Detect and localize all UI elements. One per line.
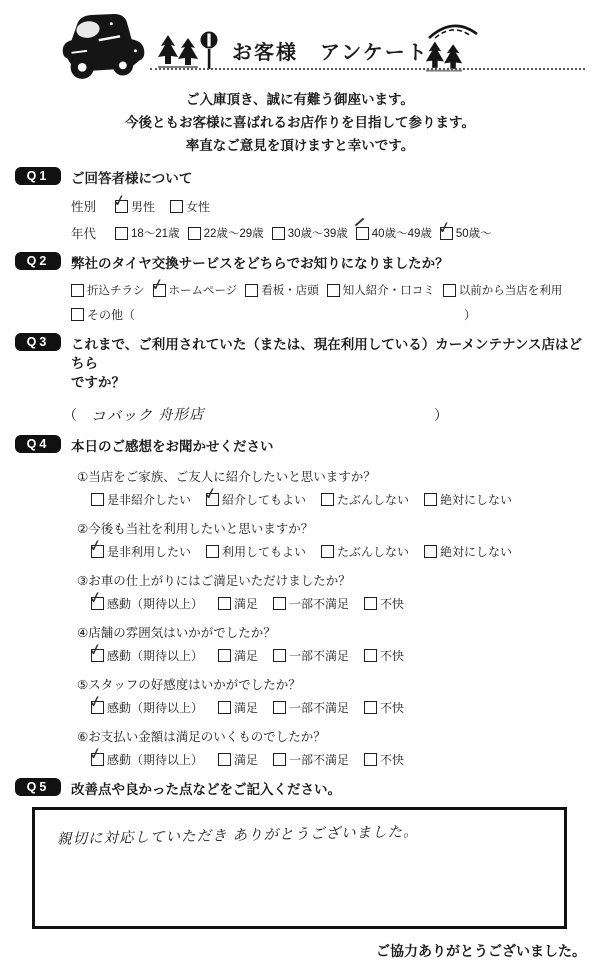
checkbox[interactable]	[364, 753, 377, 766]
option-row	[91, 751, 588, 768]
checkbox[interactable]	[218, 597, 231, 610]
other-close-paren: ）	[463, 308, 476, 322]
q4-heading: 本日のご感想をお聞かせください	[71, 439, 274, 454]
option-row	[91, 491, 588, 508]
checkbox[interactable]	[321, 545, 334, 558]
q2-options	[71, 282, 570, 298]
checkbox[interactable]	[273, 649, 286, 662]
option-label: 是非利用したい	[107, 545, 192, 559]
q3-badge: Q3	[15, 333, 61, 351]
option-label: 感動（期待以上）	[107, 753, 204, 767]
checkbox[interactable]	[91, 649, 104, 662]
checkbox-option[interactable]	[71, 306, 135, 323]
checkbox[interactable]	[218, 753, 231, 766]
q2-badge: Q2	[15, 252, 61, 270]
q1-badge: Q1	[15, 167, 61, 185]
option-label: 紹介してもよい	[222, 493, 307, 507]
checkbox[interactable]	[356, 227, 369, 240]
car-clipart-icon	[58, 10, 150, 82]
subquestion-text: ⑤スタッフの好感度はいかがでしたか？	[77, 678, 301, 692]
q2-heading: 弊社のタイヤ交換サービスをどちらでお知りになりましたか？	[71, 256, 449, 271]
comment-box[interactable]	[32, 807, 567, 929]
option-label: 是非紹介したい	[107, 493, 192, 507]
question-3	[0, 333, 600, 425]
checkbox-option[interactable]	[321, 543, 409, 560]
q3-answer-area[interactable]	[63, 404, 448, 425]
header-divider	[150, 68, 585, 70]
option-label: その他（	[87, 308, 136, 322]
checkbox-option[interactable]	[206, 543, 306, 560]
checkbox-option[interactable]	[364, 699, 404, 716]
option-label: 折込チラシ	[87, 285, 145, 297]
option-label: 満足	[234, 649, 259, 663]
age-label: 年代	[71, 227, 97, 241]
option-label: 30歳～39歳	[287, 228, 348, 240]
subquestion	[71, 727, 588, 768]
checkbox[interactable]	[91, 753, 104, 766]
option-label: 女性	[186, 199, 211, 214]
checkbox-option[interactable]	[440, 225, 492, 241]
checkbox-option[interactable]	[91, 647, 203, 664]
option-label: 感動（期待以上）	[107, 701, 204, 715]
option-label: ホームページ	[168, 285, 238, 297]
checkbox[interactable]	[91, 701, 104, 714]
q1-heading: ご回答者様について	[71, 171, 193, 186]
q3-handwritten-answer: コバック 舟形店	[90, 406, 205, 426]
checkbox-option[interactable]	[91, 491, 191, 508]
checkbox-option[interactable]	[364, 647, 404, 664]
checkbox[interactable]	[188, 227, 201, 240]
option-label: 利用してもよい	[222, 545, 307, 559]
checkbox-option[interactable]	[273, 595, 349, 612]
checkbox[interactable]	[424, 545, 437, 558]
checkbox-option[interactable]	[188, 225, 264, 241]
checkbox[interactable]	[91, 493, 104, 506]
option-label: 不快	[380, 753, 405, 767]
option-label: 一部不満足	[289, 649, 350, 663]
option-label: 感動（期待以上）	[107, 649, 204, 663]
checkbox-option[interactable]	[245, 282, 319, 298]
checkbox[interactable]	[71, 308, 84, 321]
checkbox[interactable]	[321, 493, 334, 506]
option-label: 満足	[234, 753, 259, 767]
checkbox-option[interactable]	[424, 543, 512, 560]
option-label: 男性	[131, 199, 156, 214]
intro-line: 今後ともお客様に喜ばれるお店作りを目指して参ります。	[125, 115, 475, 130]
answer-open-paren: （	[63, 407, 77, 423]
gender-options	[115, 198, 225, 215]
pine-trees-icon	[156, 34, 200, 70]
option-label: 一部不満足	[289, 701, 350, 715]
option-label: 22歳～29歳	[203, 228, 264, 240]
checkbox-option[interactable]	[91, 595, 203, 612]
checkbox-option[interactable]	[272, 225, 348, 241]
checkbox[interactable]	[443, 284, 456, 297]
option-row	[91, 699, 588, 716]
checkbox[interactable]	[440, 227, 453, 240]
checkbox-option[interactable]	[218, 595, 258, 612]
option-label: 一部不満足	[289, 597, 350, 611]
checkbox-option[interactable]	[273, 751, 349, 768]
checkbox-option[interactable]	[218, 751, 258, 768]
checkbox-option[interactable]	[71, 282, 145, 298]
checkbox[interactable]	[153, 284, 166, 297]
checkbox[interactable]	[170, 200, 183, 213]
checkbox-option[interactable]	[91, 543, 191, 560]
checkbox-option[interactable]	[273, 699, 349, 716]
subquestion	[71, 675, 588, 716]
q5-heading: 改善点や良かった点などをご記入ください。	[71, 782, 341, 797]
checkbox[interactable]	[364, 649, 377, 662]
checkbox-option[interactable]	[115, 225, 180, 241]
checkbox-option[interactable]	[91, 699, 203, 716]
checkbox-option[interactable]	[91, 751, 203, 768]
subquestion-text: ③お車の仕上がりにはご満足いただけましたか？	[77, 574, 351, 588]
header	[0, 0, 600, 84]
subquestion	[71, 571, 588, 612]
checkbox[interactable]	[71, 284, 84, 297]
option-label: 絶対にしない	[440, 493, 513, 507]
checkbox[interactable]	[206, 493, 219, 506]
checkbox[interactable]	[273, 753, 286, 766]
checkbox-option[interactable]	[424, 491, 512, 508]
option-row	[91, 647, 588, 664]
intro-line: ご入庫頂き、誠に有難う御座います。	[186, 92, 414, 107]
checkbox[interactable]	[245, 284, 258, 297]
option-label: 一部不満足	[289, 753, 350, 767]
subquestion-text: ⑥お支払い金額は満足のいくものでしたか？	[77, 730, 326, 744]
q4-badge: Q4	[15, 435, 61, 453]
question-1	[0, 167, 600, 242]
checkbox-option[interactable]	[364, 751, 404, 768]
question-2	[0, 252, 600, 323]
option-label: 知人紹介・口コミ	[342, 285, 435, 297]
option-row	[91, 543, 588, 560]
intro-line: 率直なご意見を頂けますと幸いです。	[185, 138, 415, 153]
subquestion	[71, 519, 588, 560]
option-label: 満足	[234, 597, 259, 611]
checkbox[interactable]	[273, 701, 286, 714]
q5-handwritten-comment: 親切に対応していただき ありがとうございました。	[56, 824, 419, 848]
checkbox-option[interactable]	[364, 595, 404, 612]
checkbox-option[interactable]	[206, 491, 306, 508]
checkbox-option[interactable]	[153, 282, 238, 298]
option-label: 満足	[234, 701, 259, 715]
q3-heading-line2: ですか？	[71, 375, 125, 390]
q5-badge: Q5	[15, 778, 61, 796]
option-label: 不快	[380, 649, 405, 663]
q2-other-row	[71, 306, 476, 323]
checkbox-option[interactable]	[170, 198, 210, 215]
subquestion-text: ②今後も当社を利用したいと思いますか？	[77, 522, 314, 536]
intro-text	[0, 88, 600, 157]
option-label: 不快	[380, 701, 405, 715]
option-label: 以前から当店を利用	[458, 285, 563, 297]
checkbox[interactable]	[273, 597, 286, 610]
gender-label: 性別	[71, 200, 97, 214]
q4-subquestions	[71, 467, 588, 768]
gender-row	[71, 197, 588, 215]
option-label: 50歳～	[455, 228, 492, 240]
option-label: 不快	[380, 597, 405, 611]
option-row	[91, 595, 588, 612]
option-label: 40歳～49歳	[371, 228, 432, 240]
footer-thanks: ご協力ありがとうございました。	[376, 943, 586, 959]
checkbox[interactable]	[424, 493, 437, 506]
option-label: 18～21歳	[131, 228, 180, 240]
checkbox-option[interactable]	[218, 647, 258, 664]
checkbox[interactable]	[206, 545, 219, 558]
subquestion-text: ①当店をご家族、ご友人に紹介したいと思いますか？	[77, 470, 376, 484]
option-label: たぶんしない	[337, 545, 410, 559]
checkbox[interactable]	[115, 200, 128, 213]
checkbox[interactable]	[364, 597, 377, 610]
option-label: 看板・店頭	[261, 285, 319, 297]
q3-heading	[71, 333, 588, 392]
checkbox[interactable]	[218, 701, 231, 714]
checkbox-option[interactable]	[443, 282, 563, 298]
option-label: たぶんしない	[337, 493, 410, 507]
subquestion	[71, 623, 588, 664]
answer-close-paren: ）	[434, 407, 448, 423]
subquestion-text: ④店舗の雰囲気はいかがでしたか？	[77, 626, 276, 640]
checkbox-option[interactable]	[327, 282, 435, 298]
checkbox-option[interactable]	[356, 225, 432, 241]
question-4	[0, 435, 600, 768]
checkbox[interactable]	[327, 284, 340, 297]
option-label: 絶対にしない	[440, 545, 513, 559]
question-5	[0, 778, 600, 929]
checkbox-option[interactable]	[115, 198, 155, 215]
option-label: 感動（期待以上）	[107, 597, 204, 611]
rainbow-icon	[426, 16, 480, 40]
checkbox[interactable]	[272, 227, 285, 240]
q3-heading-line1: これまで、ご利用されていた（または、現在利用している）カーメンテナンス店はどちら	[71, 337, 582, 371]
subquestion	[71, 467, 588, 508]
checkbox-option[interactable]	[273, 647, 349, 664]
checkbox[interactable]	[91, 545, 104, 558]
checkbox[interactable]	[364, 701, 377, 714]
checkbox-option[interactable]	[218, 699, 258, 716]
checkbox-option[interactable]	[321, 491, 409, 508]
age-options	[115, 225, 500, 241]
age-row	[71, 224, 588, 242]
checkbox[interactable]	[91, 597, 104, 610]
checkbox[interactable]	[218, 649, 231, 662]
page-title: お客様 アンケート	[232, 42, 429, 64]
checkbox[interactable]	[115, 227, 128, 240]
